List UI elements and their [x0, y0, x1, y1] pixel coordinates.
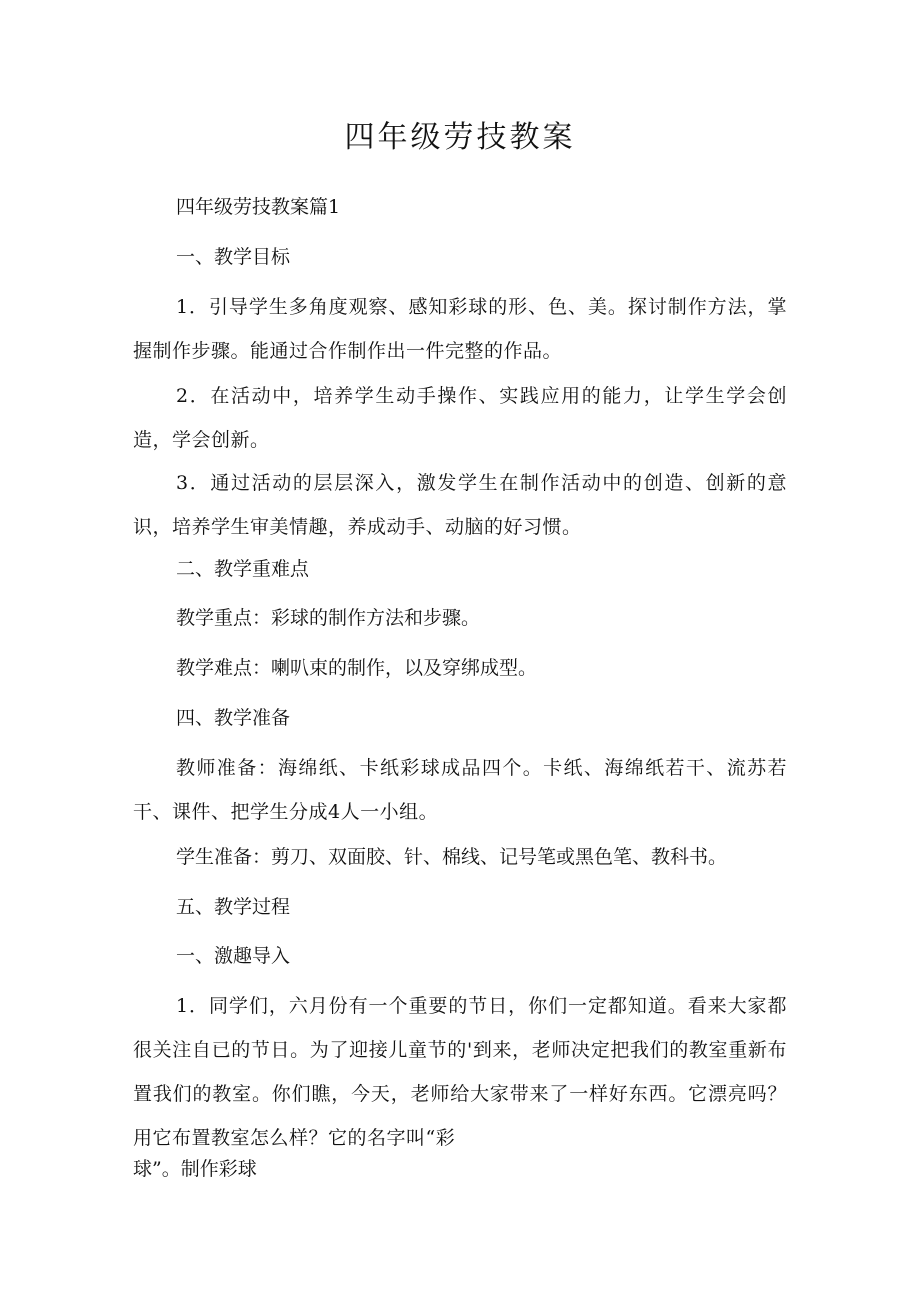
- objective-3: 3．通过活动的层层深入，激发学生在制作活动中的创造、创新的意识，培养学生审美情趣，养成动手、动脑的好习惯。: [133, 472, 787, 538]
- difficulty: 教学难点：喇叭束的制作，以及穿绑成型。: [176, 657, 538, 679]
- heading-objectives: 一、教学目标: [176, 246, 291, 268]
- student-preparation: 学生准备：剪刀、双面胶、针、棉线、记号笔或黑色笔、教科书。: [176, 846, 728, 868]
- heading-process: 五、教学过程: [176, 896, 291, 918]
- teacher-preparation: 教师准备：海绵纸、卡纸彩球成品四个。卡纸、海绵纸若干、流苏若干、课件、把学生分成4人一小组。: [133, 757, 787, 823]
- heading-preparation: 四、教学准备: [176, 707, 291, 729]
- section-heading: 四年级劳技教案篇1: [176, 196, 341, 218]
- heading-key-points: 二、教学重难点: [176, 558, 310, 580]
- objective-1: 1．引导学生多角度观察、感知彩球的形、色、美。探讨制作方法，掌握制作步骤。能通过合作制作出一件完整的作品。: [133, 296, 787, 362]
- heading-intro: 一、激趣导入: [176, 945, 291, 967]
- document-title: 四年级劳技教案: [344, 120, 576, 155]
- key-point: 教学重点：彩球的制作方法和步骤。: [176, 607, 481, 629]
- objective-2: 2．在活动中，培养学生动手操作、实践应用的能力，让学生学会创造，学会创新。: [133, 385, 787, 451]
- intro-paragraph-1: 1．同学们，六月份有一个重要的节日，你们一定都知道。看来大家都很关注自已的节日。为了迎接儿童节的'到来，老师决定把我们的教室重新布置我们的教室。你们瞧，今天，老师给大家带来了一样好东西。它漂亮吗？用它布置教室怎么样？它的名字叫“彩: [133, 995, 787, 1149]
- intro-paragraph-tail: 球”。制作彩球: [133, 1158, 257, 1180]
